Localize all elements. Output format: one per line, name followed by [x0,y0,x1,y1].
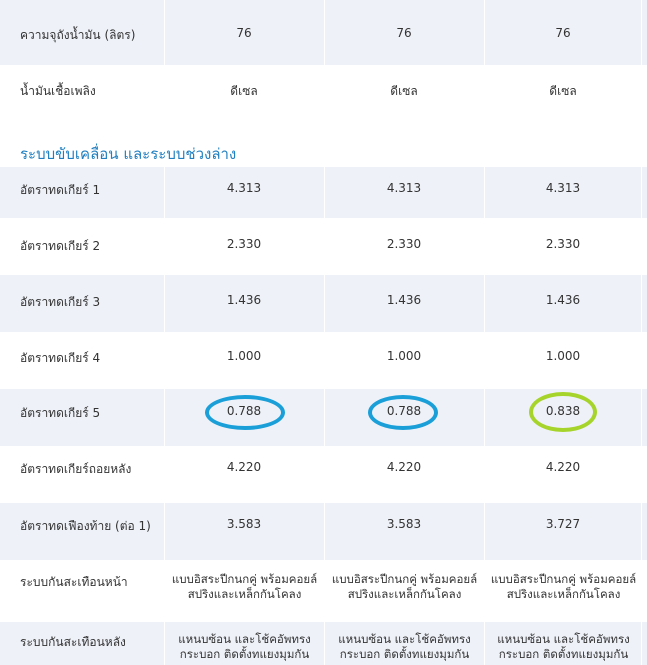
row-label: ความจุถังน้ำมัน (ลิตร) [20,28,136,42]
cell-value: 1.000 [226,349,262,363]
cell-value: 4.220 [386,460,422,474]
cell-value: 0.788 [386,404,422,418]
cell-value: 3.583 [226,517,262,531]
cell-value: 1.436 [386,293,422,307]
row-label: อัตราทดเกียร์ 2 [20,239,101,253]
highlight-ring-blue [368,395,438,430]
cell-value: 4.313 [226,181,262,195]
cell-value: ดีเซล [549,84,577,98]
cell-value: แหนบซ้อน และโช้คอัพทรงกระบอก ติดตั้งทแยงมุมกัน [178,632,311,661]
cell-value: ดีเซล [390,84,418,98]
cell-value: 0.838 [545,404,581,418]
cell-value: 4.313 [545,181,581,195]
row-label: อัตราทดเกียร์ 5 [20,406,101,420]
row-label: ระบบกันสะเทือนหลัง [20,635,126,649]
cell-value: 1.436 [545,293,581,307]
cell-value: 4.220 [545,460,581,474]
cell-value: 3.583 [386,517,422,531]
row-label: อัตราทดเกียร์ 3 [20,295,101,309]
cell-value: 3.727 [545,517,581,531]
cell-value: ดีเซล [230,84,258,98]
cell-value: แหนบซ้อน และโช้คอัพทรงกระบอก ติดตั้งทแยงมุมกัน [497,632,630,661]
cell-value: แบบอิสระปีกนกคู่ พร้อมคอยล์สปริงและเหล็กกันโคลง [490,572,637,601]
highlight-ring-green [529,392,597,432]
cell-value: 2.330 [545,237,581,251]
cell-value: แบบอิสระปีกนกคู่ พร้อมคอยล์สปริงและเหล็กกันโคลง [171,572,318,601]
cell-value: 4.220 [226,460,262,474]
section-title: ระบบขับเคลื่อน และระบบช่วงล่าง [20,145,237,163]
row-label: อัตราทดเกียร์ 1 [20,183,101,197]
cell-value: 2.330 [386,237,422,251]
cell-value: 1.000 [545,349,581,363]
highlight-ring-blue [205,395,285,430]
cell-value: 76 [236,26,252,40]
row-label: อัตราทดเฟืองท้าย (ต่อ 1) [20,519,151,533]
row-label: อัตราทดเกียร์ 4 [20,351,101,365]
cell-value: 76 [396,26,412,40]
cell-value: 2.330 [226,237,262,251]
cell-value: 76 [555,26,571,40]
cell-value: 0.788 [226,404,262,418]
cell-value: 1.000 [386,349,422,363]
row-label: ระบบกันสะเทือนหน้า [20,575,128,589]
cell-value: 4.313 [386,181,422,195]
cell-value: 1.436 [226,293,262,307]
row-label: น้ำมันเชื้อเพลิง [20,84,96,98]
cell-value: แบบอิสระปีกนกคู่ พร้อมคอยล์สปริงและเหล็กกันโคลง [331,572,478,601]
row-label: อัตราทดเกียร์ถอยหลัง [20,462,132,476]
cell-value: แหนบซ้อน และโช้คอัพทรงกระบอก ติดตั้งทแยงมุมกัน [338,632,471,661]
